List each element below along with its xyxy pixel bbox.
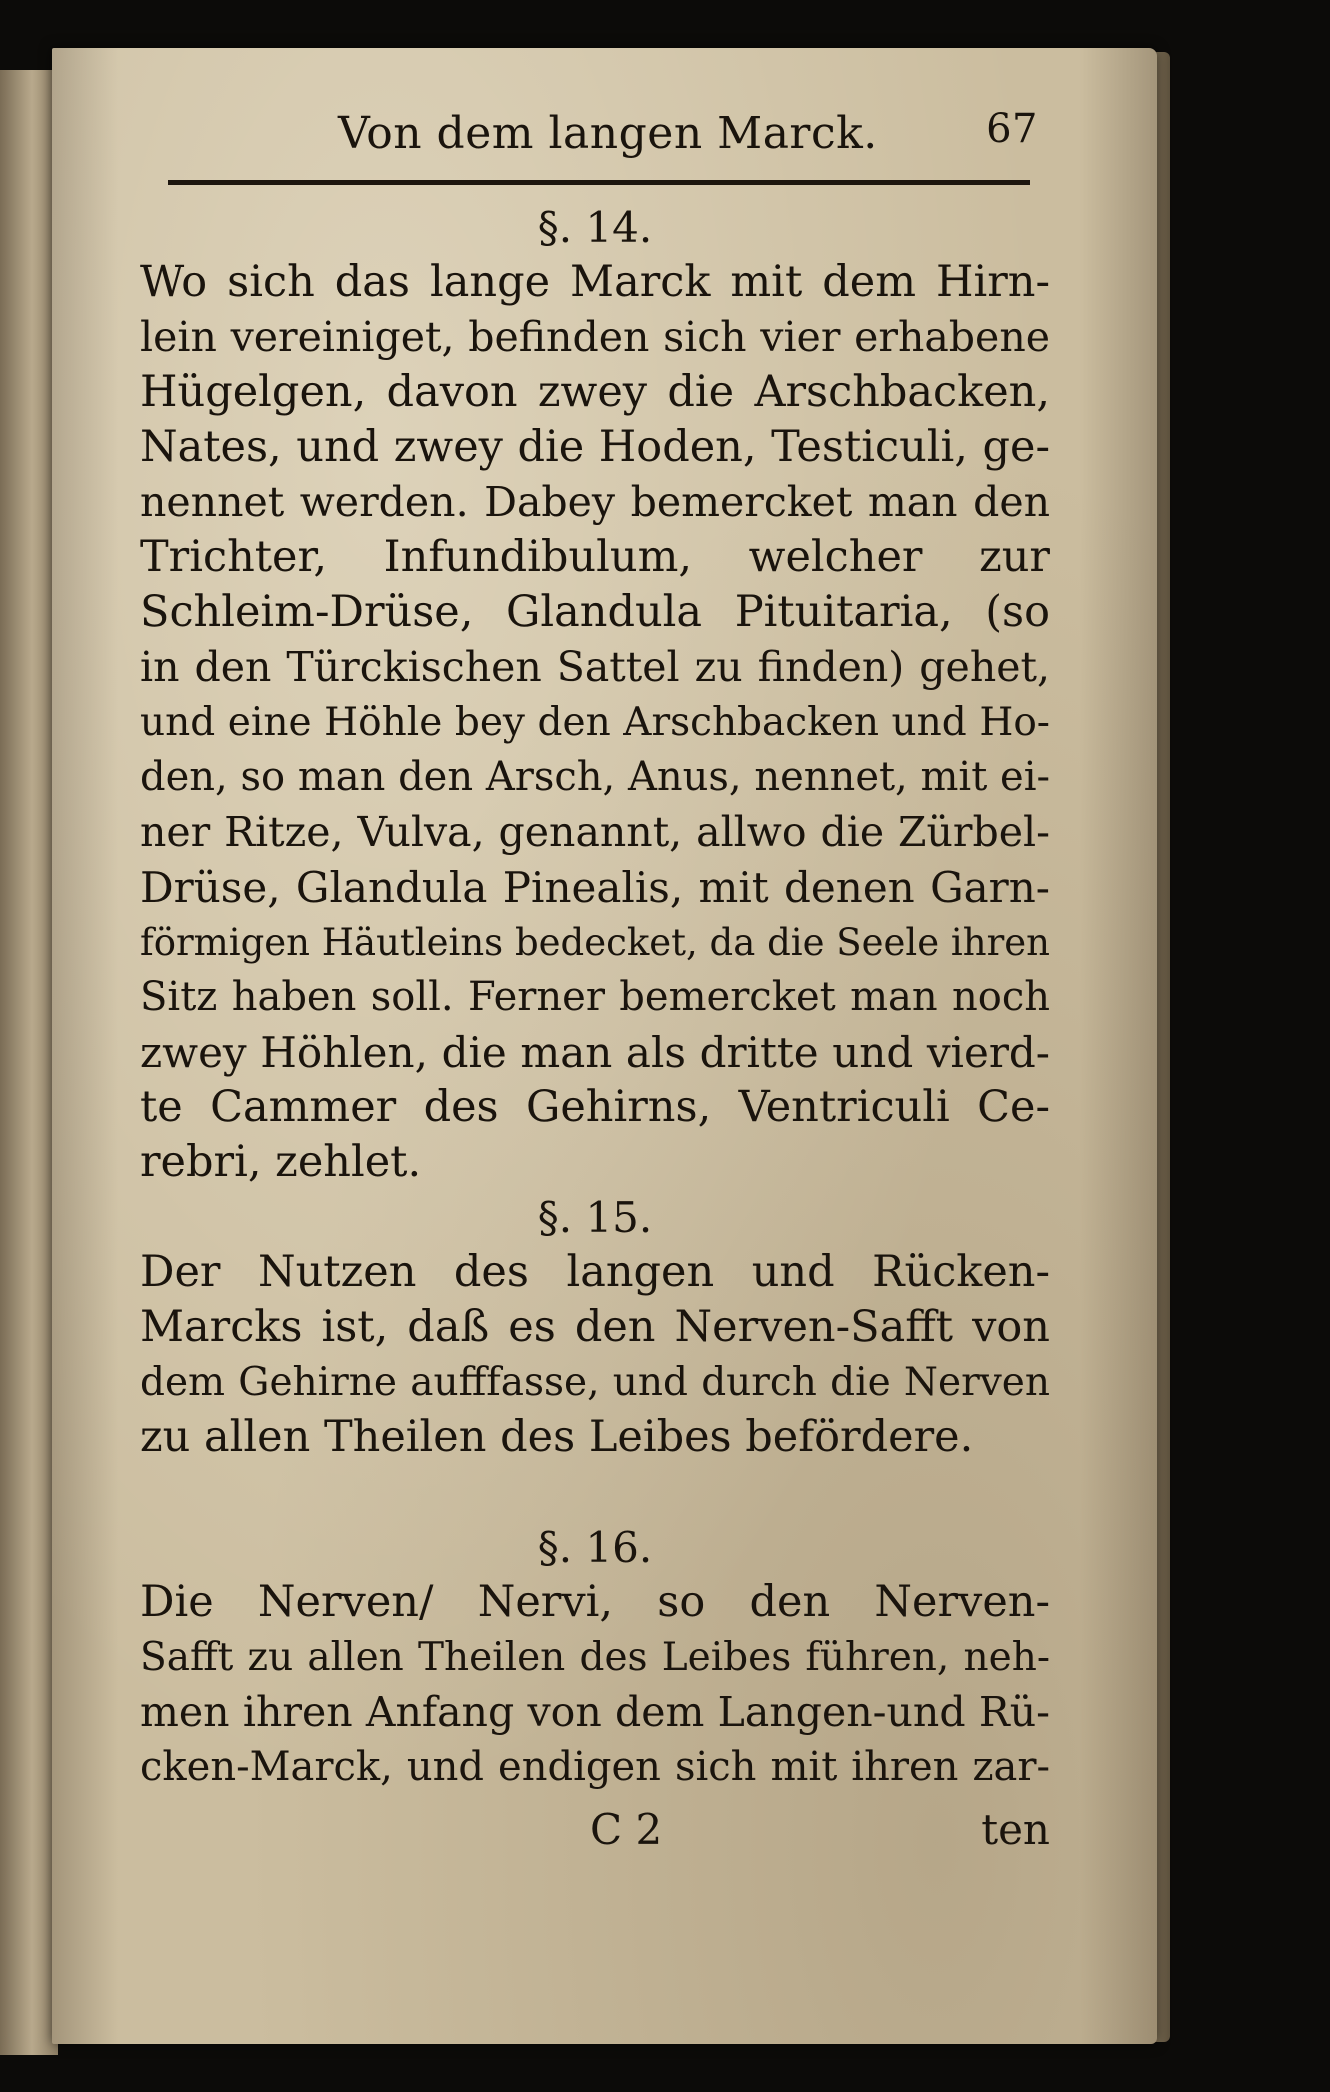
text-line: Sitz haben soll. Ferner bemercket man noch (140, 974, 1050, 1020)
signature-mark: C 2 (590, 1805, 663, 1854)
section-15 (140, 1190, 1050, 1465)
text-line: cken-Marck, und endigen sich mit ihren zar- (140, 1744, 1050, 1790)
text-line: dem Gehirne aufffasse, und durch die Nerven (140, 1360, 1050, 1405)
section-16 (140, 1520, 1050, 1795)
text-line: förmigen Häutleins bedecket, da die Seele ihren (140, 921, 1050, 964)
text-line: ner Ritze, Vulva, genannt, allwo die Zürbel- (140, 808, 1050, 856)
text-line: men ihren Anfang von dem Langen-und Rü- (140, 1688, 1050, 1736)
text-line: zu allen Theilen des Leibes befördere. (140, 1412, 974, 1462)
section-heading: §. 16. (537, 1523, 653, 1572)
section-14 (140, 200, 1050, 1190)
text-line: Nates, und zwey die Hoden, Testiculi, ge- (140, 422, 1050, 472)
running-header (338, 108, 1038, 168)
text-line: nennet werden. Dabey bemercket man den (140, 478, 1050, 526)
text-line: und eine Höhle bey den Arschbacken und Ho- (140, 700, 1050, 745)
text-line: Der Nutzen des langen und Rücken- (140, 1247, 1050, 1297)
catchword: ten (981, 1805, 1050, 1854)
text-line: Drüse, Glandula Pinealis, mit denen Garn- (140, 863, 1050, 912)
text-line: Hügelgen, davon zwey die Arschbacken, (140, 367, 1050, 417)
text-line: Die Nerven/ Nervi, so den Nerven- (140, 1577, 1050, 1627)
text-line: in den Türckischen Sattel zu finden) gehet, (140, 643, 1050, 691)
text-line: den, so man den Arsch, Anus, nennet, mit ei- (140, 754, 1050, 800)
text-line: Trichter, Infundibulum, welcher zur (140, 532, 1050, 582)
section-heading: §. 14. (537, 203, 653, 252)
text-line: rebri, zehlet. (140, 1137, 422, 1187)
text-line: Marcks ist, daß es den Nerven-Safft von (140, 1302, 1050, 1352)
text-line: zwey Höhlen, die man als dritte und vierd- (140, 1028, 1050, 1077)
text-line: Schleim-Drüse, Glandula Pituitaria, (so (140, 587, 1050, 637)
text-line: Safft zu allen Theilen des Leibes führen, neh- (140, 1635, 1050, 1680)
text-line: Wo sich das lange Marck mit dem Hirn- (140, 257, 1050, 307)
previous-page-edge (0, 70, 58, 2055)
header-rule (168, 180, 1030, 185)
page-footer (560, 1805, 1050, 1861)
section-heading: §. 15. (537, 1193, 653, 1242)
text-line: lein vereiniget, befinden sich vier erhabene (140, 313, 1050, 361)
page-number: 67 (986, 106, 1038, 152)
running-title: Von dem langen Marck. (338, 108, 878, 159)
text-line: te Cammer des Gehirns, Ventriculi Ce- (140, 1082, 1050, 1132)
